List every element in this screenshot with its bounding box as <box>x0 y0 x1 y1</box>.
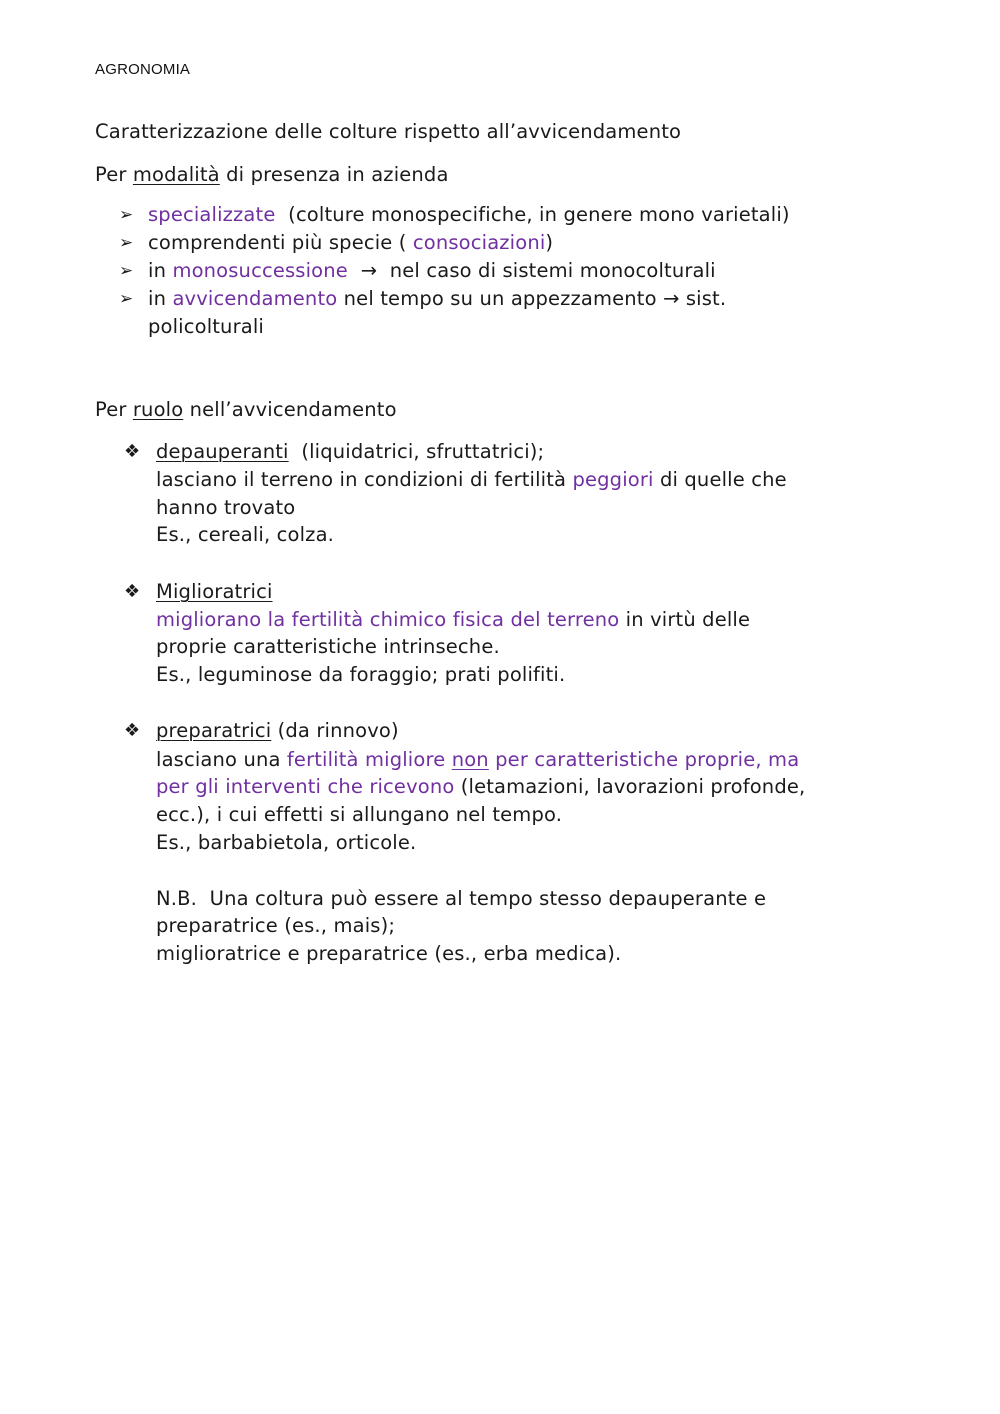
category-text: ecc.), i cui effetti si allungano nel tempo. <box>156 803 563 826</box>
category-text: hanno trovato <box>156 496 296 519</box>
category-text: lasciano una fertilità migliore non per caratteristiche proprie, ma <box>156 748 800 771</box>
category-title-preparatrici: preparatrici (da rinnovo) <box>156 719 399 742</box>
category-example: Es., barbabietola, orticole. <box>156 831 417 854</box>
arrow-bullet-icon: ➢ <box>119 205 134 225</box>
note-text: miglioratrice e preparatrice (es., erba medica). <box>156 942 622 965</box>
note-text: preparatrice (es., mais); <box>156 914 396 937</box>
page-heading: Caratterizzazione delle colture rispetto all’avvicendamento <box>95 120 682 143</box>
category-text: lasciano il terreno in condizioni di fertilità peggiori di quelle che <box>156 468 787 491</box>
list-item: in avvicendamento nel tempo su un appezzamento → sist. <box>148 287 727 310</box>
category-title-depauperanti: depauperanti (liquidatrici, sfruttatrici); <box>156 440 545 463</box>
list-item-continuation: policolturali <box>148 315 264 338</box>
arrow-bullet-icon: ➢ <box>119 233 134 253</box>
section2-intro: Per ruolo nell’avvicendamento <box>95 398 397 421</box>
list-item: comprendenti più specie ( consociazioni) <box>148 231 554 254</box>
document-header: AGRONOMIA <box>95 61 191 78</box>
category-example: Es., cereali, colza. <box>156 523 335 546</box>
category-title-miglioratrici: Miglioratrici <box>156 580 273 603</box>
section1-intro: Per modalità di presenza in azienda <box>95 163 449 186</box>
category-text: proprie caratteristiche intrinseche. <box>156 635 500 658</box>
arrow-bullet-icon: ➢ <box>119 289 134 309</box>
category-example: Es., leguminose da foraggio; prati polifiti. <box>156 663 566 686</box>
list-item: specializzate (colture monospecifiche, in genere mono varietali) <box>148 203 790 226</box>
category-text: per gli interventi che ricevono (letamazioni, lavorazioni profonde, <box>156 775 806 798</box>
category-text: migliorano la fertilità chimico fisica del terreno in virtù delle <box>156 608 751 631</box>
diamond-bullet-icon: ❖ <box>124 441 141 462</box>
list-item: in monosuccessione → nel caso di sistemi monocolturali <box>148 259 716 282</box>
arrow-bullet-icon: ➢ <box>119 261 134 281</box>
note-text: N.B. Una coltura può essere al tempo stesso depauperante e <box>156 887 767 910</box>
diamond-bullet-icon: ❖ <box>124 720 141 741</box>
diamond-bullet-icon: ❖ <box>124 581 141 602</box>
